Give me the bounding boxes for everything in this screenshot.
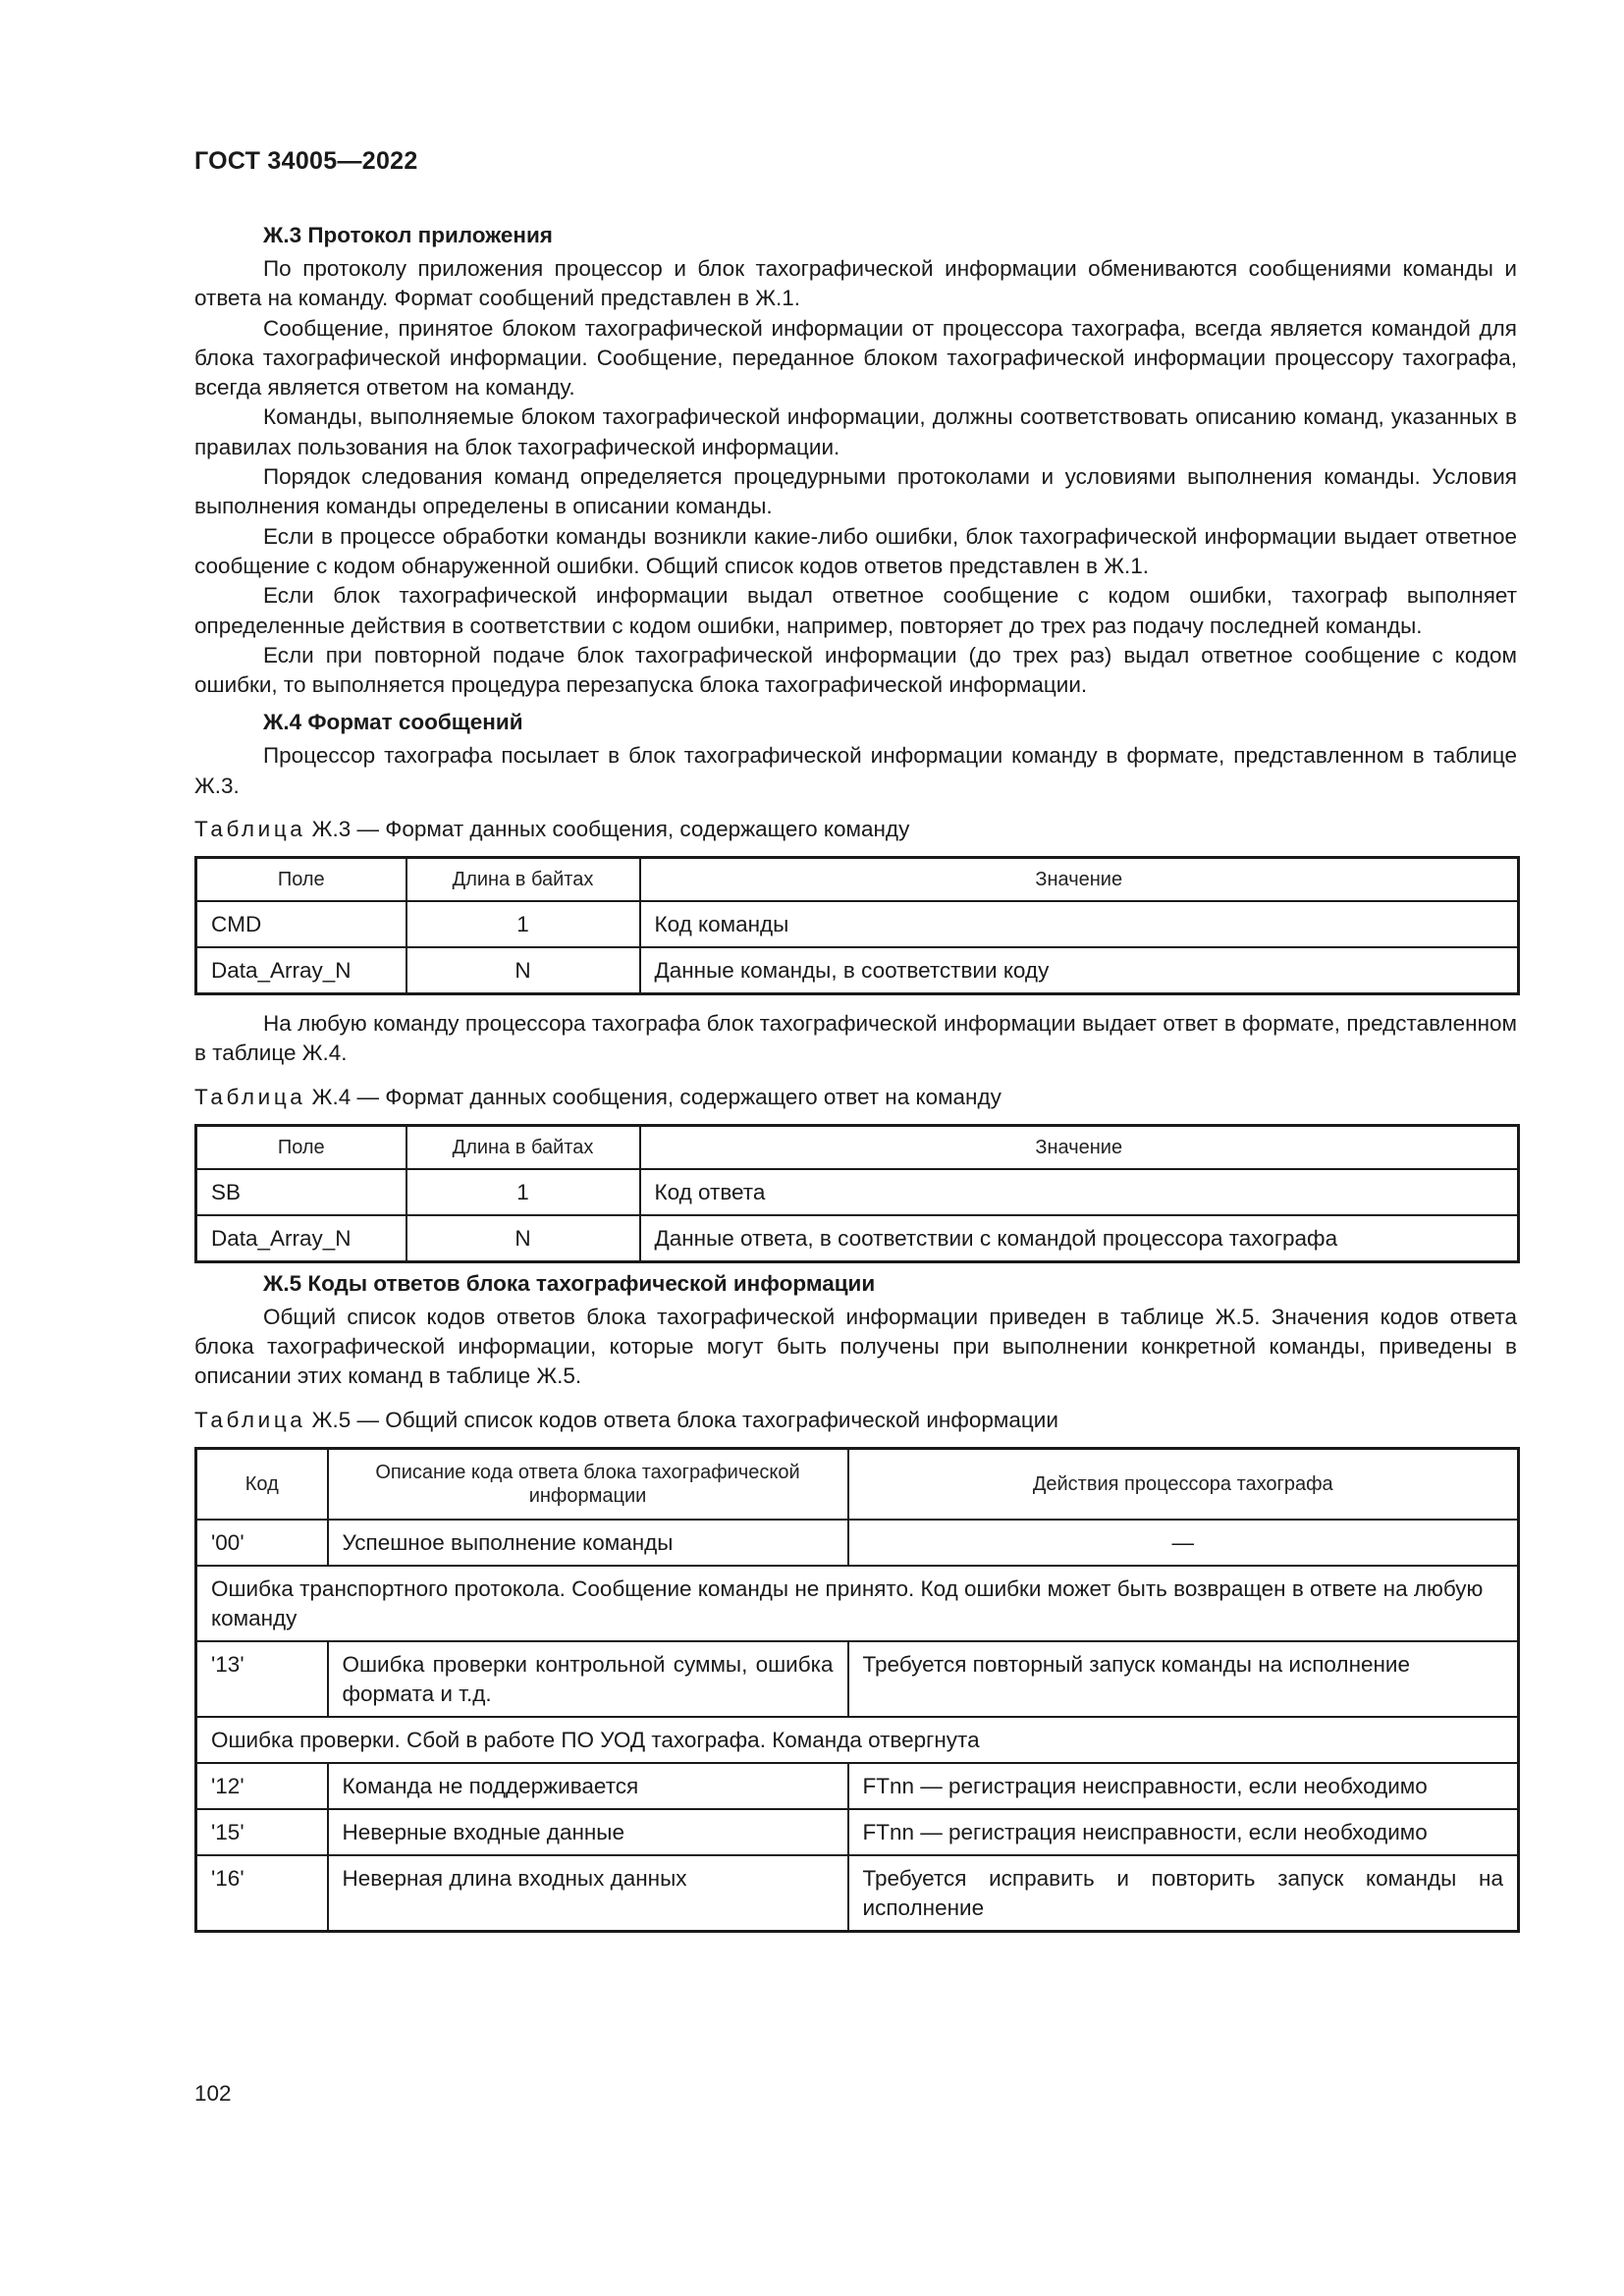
table-cell: N [406, 1215, 640, 1262]
table-cell: CMD [196, 901, 406, 947]
column-header: Описание кода ответа блока тахографической информации [328, 1448, 848, 1520]
table-row [196, 947, 1519, 994]
table-cell: Код ответа [640, 1169, 1519, 1215]
table-cell: FTnn — регистрация неисправности, если необходимо [848, 1809, 1519, 1855]
column-header: Длина в байтах [406, 858, 640, 902]
paragraph: Если в процессе обработки команды возникли какие-либо ошибки, блок тахографической информации выдает ответное сообщение с кодом обнаруженной ошибки. Общий список кодов ответов представлен в Ж.1. [194, 523, 1517, 578]
table-cell: '15' [196, 1809, 328, 1855]
table-row [196, 1641, 1519, 1717]
table-cell: Data_Array_N [196, 947, 406, 994]
paragraph: Команды, выполняемые блоком тахографической информации, должны соответствовать описанию команд, указанных в правилах пользования на блок тахографической информации. [194, 404, 1517, 459]
column-header: Действия процессора тахографа [848, 1448, 1519, 1520]
column-header: Поле [196, 858, 406, 902]
table-caption-j5: Таблица Ж.5 — Общий список кодов ответа блока тахографической информации [194, 1407, 1058, 1432]
table-cell: Неверные входные данные [328, 1809, 848, 1855]
table-cell: Команда не поддерживается [328, 1763, 848, 1809]
table-group-cell: Ошибка проверки. Сбой в работе ПО УОД тахографа. Команда отвергнута [196, 1717, 1519, 1763]
column-header: Код [196, 1448, 328, 1520]
table-cell: Ошибка проверки контрольной суммы, ошибка формата и т.д. [328, 1641, 848, 1717]
table-row [196, 1215, 1519, 1262]
table-cell: N [406, 947, 640, 994]
table-caption-j4: Таблица Ж.4 — Формат данных сообщения, содержащего ответ на команду [194, 1084, 1001, 1109]
table-cell: '12' [196, 1763, 328, 1809]
paragraph: Процессор тахографа посылает в блок тахографической информации команду в формате, представленном в таблице Ж.3. [194, 743, 1517, 798]
table-j4 [194, 1124, 1520, 1263]
paragraph: Сообщение, принятое блоком тахографической информации от процессора тахографа, всегда является командой для блока тахографической информации. Сообщение, переданное блоком тахографической информации процессору тахографа, всегда является ответом на команду. [194, 315, 1517, 400]
document-header: ГОСТ 34005—2022 [194, 147, 418, 175]
table-cell: Данные ответа, в соответствии с командой процессора тахографа [640, 1215, 1519, 1262]
table-cell: '00' [196, 1520, 328, 1566]
table-group-cell: Ошибка транспортного протокола. Сообщение команды не принято. Код ошибки может быть возвращен в ответе на любую команду [196, 1566, 1519, 1641]
table-j5 [194, 1447, 1520, 1933]
table-cell: Данные команды, в соответствии коду [640, 947, 1519, 994]
column-header: Длина в байтах [406, 1125, 640, 1169]
table-row [196, 1169, 1519, 1215]
column-header: Значение [640, 1125, 1519, 1169]
paragraph: По протоколу приложения процессор и блок тахографической информации обмениваются сообщениями команды и ответа на команду. Формат сообщений представлен в Ж.1. [194, 256, 1517, 311]
section-title-j3: Ж.3 Протокол приложения [263, 223, 553, 247]
column-header: Значение [640, 858, 1519, 902]
section-title-j5: Ж.5 Коды ответов блока тахографической информации [263, 1270, 876, 1296]
page-content [194, 221, 1517, 1933]
table-row [196, 1855, 1519, 1932]
table-cell: '13' [196, 1641, 328, 1717]
table-group-row [196, 1717, 1519, 1763]
table-row [196, 1520, 1519, 1566]
table-cell: Требуется исправить и повторить запуск команды на исполнение [848, 1855, 1519, 1932]
table-group-row [196, 1566, 1519, 1641]
paragraph: Порядок следования команд определяется процедурными протоколами и условиями выполнения команды. Условия выполнения команды определены в описании команды. [194, 464, 1517, 519]
table-header-row [196, 1125, 1519, 1169]
table-caption-j3: Таблица Ж.3 — Формат данных сообщения, содержащего команду [194, 817, 910, 842]
section-title-j4: Ж.4 Формат сообщений [263, 710, 523, 735]
column-header: Поле [196, 1125, 406, 1169]
paragraph: На любую команду процессора тахографа блок тахографической информации выдает ответ в формате, представленном в таблице Ж.4. [194, 1011, 1517, 1066]
paragraph: Общий список кодов ответов блока тахографической информации приведен в таблице Ж.5. Значения кодов ответа блока тахографической информации, которые могут быть получены при выполнении конкретной команды, приведены в описании этих команд в таблице Ж.5. [194, 1304, 1517, 1389]
table-cell: '16' [196, 1855, 328, 1932]
table-cell: Требуется повторный запуск команды на исполнение [848, 1641, 1519, 1717]
table-cell: Неверная длина входных данных [328, 1855, 848, 1932]
page-number: 102 [194, 2081, 232, 2106]
table-cell: Код команды [640, 901, 1519, 947]
table-row [196, 901, 1519, 947]
table-header-row [196, 1448, 1519, 1520]
table-row [196, 1809, 1519, 1855]
paragraph: Если блок тахографической информации выдал ответное сообщение с кодом ошибки, тахограф выполняет определенные действия в соответствии с кодом ошибки, например, повторяет до трех раз подачу последней команды. [194, 583, 1517, 638]
paragraph: Если при повторной подаче блок тахографической информации (до трех раз) выдал ответное сообщение с кодом ошибки, то выполняется процедура перезапуска блока тахографической информации. [194, 642, 1517, 698]
table-row [196, 1763, 1519, 1809]
table-cell: 1 [406, 1169, 640, 1215]
table-cell: FTnn — регистрация неисправности, если необходимо [848, 1763, 1519, 1809]
table-header-row [196, 858, 1519, 902]
table-cell: SB [196, 1169, 406, 1215]
table-cell: 1 [406, 901, 640, 947]
table-j3 [194, 856, 1520, 995]
table-cell: Data_Array_N [196, 1215, 406, 1262]
table-cell: Успешное выполнение команды [328, 1520, 848, 1566]
table-cell: — [848, 1520, 1519, 1566]
